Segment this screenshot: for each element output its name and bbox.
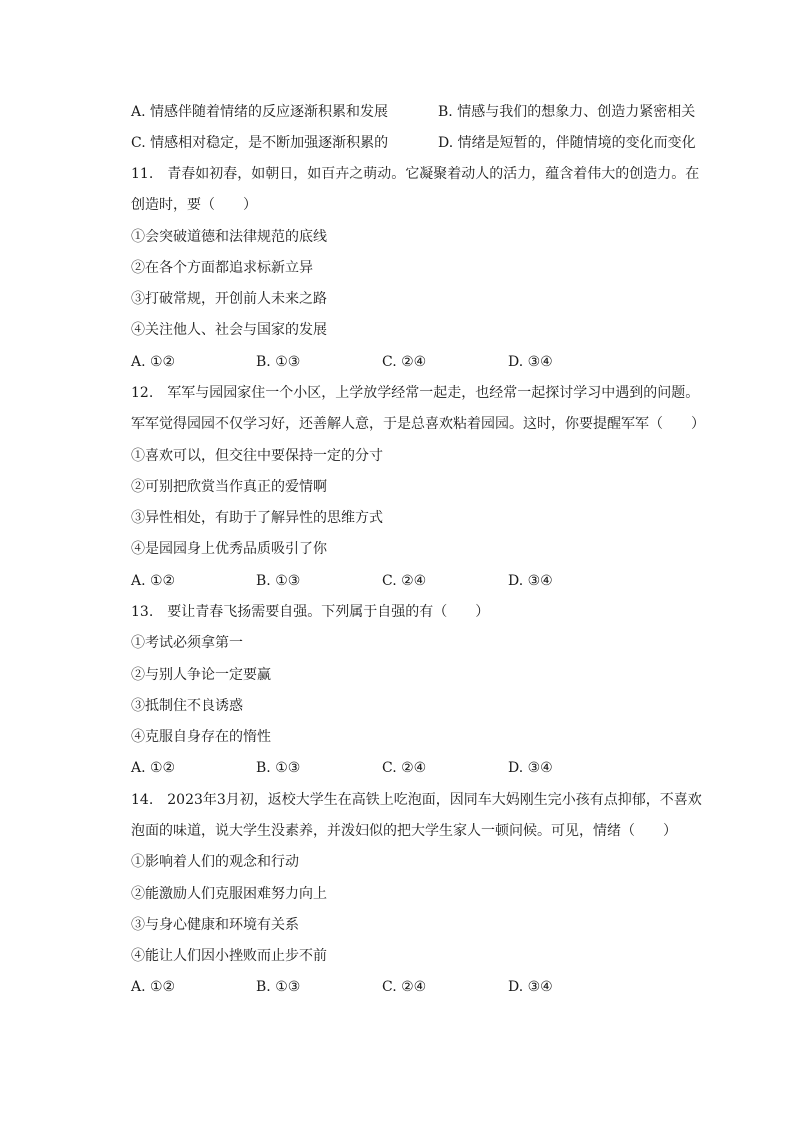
option-b: B. ①③ <box>256 354 301 370</box>
option-c: C. ②④ <box>382 573 427 589</box>
question-13-stem-line-1: 13. 要让青春飞扬需要自强。下列属于自强的有（ ） <box>131 604 490 620</box>
option-b: B. 情感与我们的想象力、创造力紧密相关 <box>438 104 696 120</box>
option-c: C. ②④ <box>382 760 427 776</box>
option-d: D. ③④ <box>508 760 553 776</box>
question-11-item-1: ①会突破道德和法律规范的底线 <box>131 229 327 245</box>
question-13-item-1: ①考试必须拿第一 <box>131 635 243 651</box>
question-11-item-3: ③打破常规，开创前人未来之路 <box>131 291 327 307</box>
question-13-item-3: ③抵制住不良诱惑 <box>131 698 243 714</box>
question-14-stem-line-1: 14. 2023年3月初，返校大学生在高铁上吃泡面，因同车大妈刚生完小孩有点抑郁，不喜欢 <box>131 792 702 808</box>
option-d: D. 情绪是短暂的，伴随情境的变化而变化 <box>438 135 696 151</box>
option-c: C. ②④ <box>382 979 427 995</box>
question-13-item-2: ②与别人争论一定要赢 <box>131 667 271 683</box>
question-13-item-4: ④克服自身存在的惰性 <box>131 729 271 745</box>
question-11-stem-line-2: 创造时，要（ ） <box>131 197 257 213</box>
question-14-item-4: ④能让人们因小挫败而止步不前 <box>131 948 327 964</box>
option-a: A. ①② <box>131 979 176 995</box>
question-11-item-4: ④关注他人、社会与国家的发展 <box>131 322 327 338</box>
option-b: B. ①③ <box>256 760 301 776</box>
question-14-item-3: ③与身心健康和环境有关系 <box>131 917 299 933</box>
question-12-item-1: ①喜欢可以，但交往中要保持一定的分寸 <box>131 448 383 464</box>
question-11-stem-line-1: 11. 青春如初春，如朝日，如百卉之萌动。它凝聚着动人的活力，蕴含着伟大的创造力。在 <box>131 166 700 182</box>
question-14-stem-line-2: 泡面的味道，说大学生没素养，并泼妇似的把大学生家人一顿问候。可见，情绪（ ） <box>131 823 677 839</box>
option-c: C. ②④ <box>382 354 427 370</box>
option-a: A. ①② <box>131 354 176 370</box>
question-14-item-1: ①影响着人们的观念和行动 <box>131 854 299 870</box>
option-b: B. ①③ <box>256 573 301 589</box>
question-12-item-4: ④是园园身上优秀品质吸引了你 <box>131 541 327 557</box>
question-14-item-2: ②能激励人们克服困难努力向上 <box>131 886 327 902</box>
option-d: D. ③④ <box>508 573 553 589</box>
option-d: D. ③④ <box>508 979 553 995</box>
option-a: A. ①② <box>131 760 176 776</box>
option-d: D. ③④ <box>508 354 553 370</box>
question-12-stem-line-1: 12. 军军与园园家住一个小区，上学放学经常一起走，也经常一起探讨学习中遇到的问题。 <box>131 385 700 401</box>
question-12-item-3: ③异性相处，有助于了解异性的思维方式 <box>131 510 383 526</box>
question-12-stem-line-2: 军军觉得园园不仅学习好，还善解人意，于是总喜欢粘着园园。这时，你要提醒军军（ ） <box>131 416 705 432</box>
question-11-item-2: ②在各个方面都追求标新立异 <box>131 260 313 276</box>
option-b: B. ①③ <box>256 979 301 995</box>
question-12-item-2: ②可别把欣赏当作真正的爱情啊 <box>131 479 327 495</box>
option-a: A. ①② <box>131 573 176 589</box>
option-a: A. 情感伴随着情绪的反应逐渐积累和发展 <box>131 104 389 120</box>
option-c: C. 情感相对稳定，是不断加强逐渐积累的 <box>131 135 389 151</box>
